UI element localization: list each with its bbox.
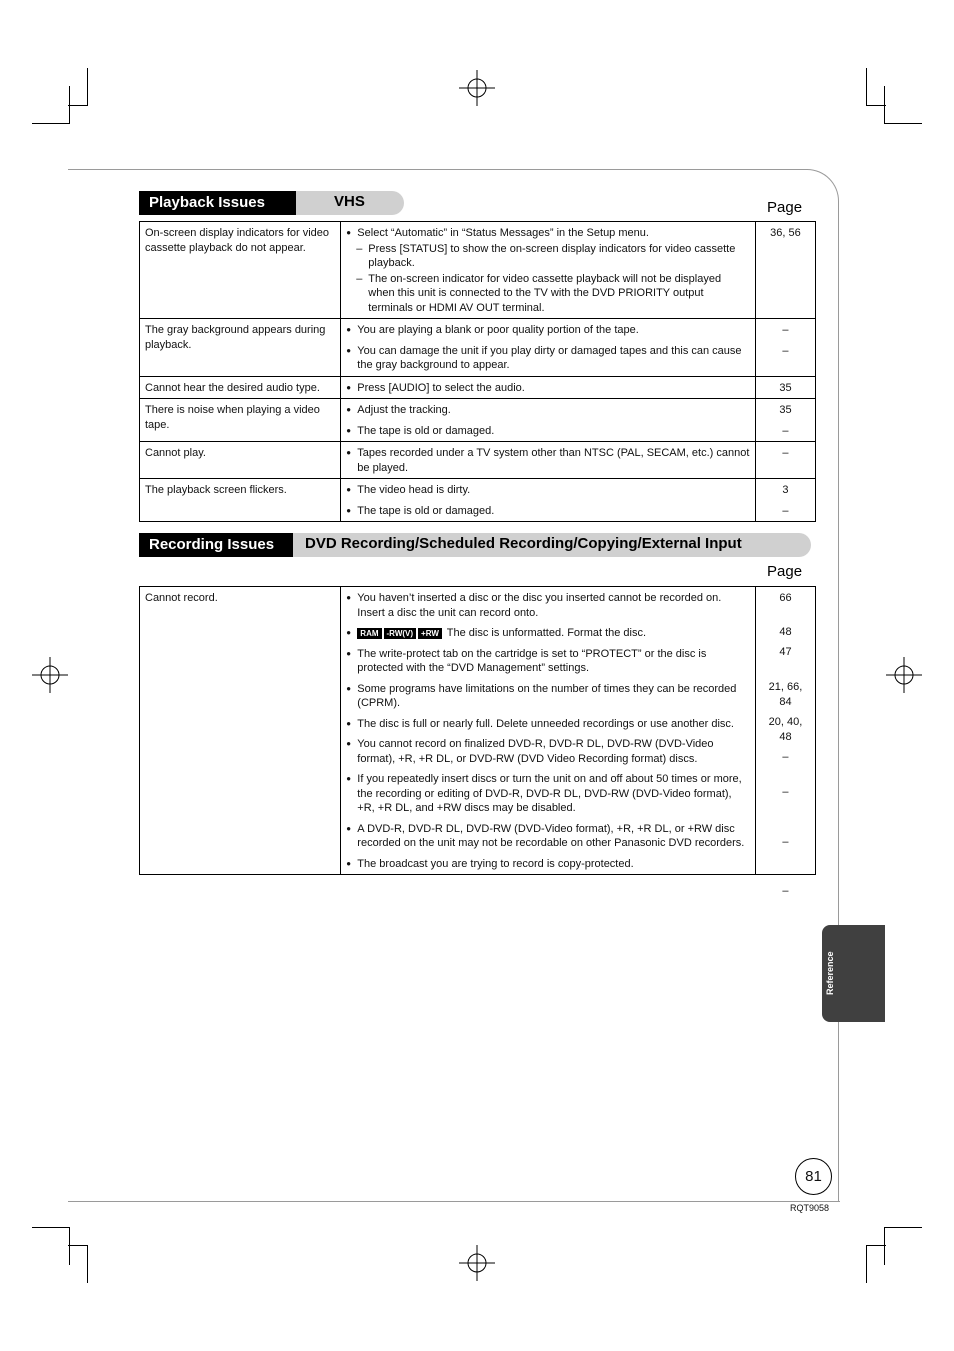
- page-ref: 21, 66, 84: [768, 681, 803, 708]
- playback-page-label: Page: [767, 199, 803, 216]
- solution-cell: [341, 376, 756, 399]
- page-ref: 35: [779, 381, 792, 394]
- page-ref: –: [782, 836, 789, 848]
- page-ref: –: [782, 504, 789, 517]
- table-row: [140, 442, 816, 479]
- registration-mark-top: [459, 70, 495, 106]
- bullet-item: ● A DVD-R, DVD-R DL, DVD-RW (DVD-Video format), +R, +R DL, or +RW disc recorded on the unit may not be recordable on other Panasonic DVD recorders.: [346, 822, 750, 851]
- table-row: [140, 399, 816, 442]
- issue-cell: Cannot play.: [140, 442, 341, 479]
- registration-mark-left: [32, 657, 68, 693]
- disc-tag-plus-rw: +RW: [418, 628, 442, 639]
- page-ref: 47: [779, 646, 792, 658]
- recording-subtitle: DVD Recording/Scheduled Recording/Copying/External Input: [305, 535, 742, 552]
- page-ref: –: [782, 447, 789, 459]
- table-row: [140, 587, 816, 875]
- page-cell: [755, 442, 815, 479]
- recording-table: [139, 586, 816, 897]
- solution-cell: [341, 222, 756, 319]
- page-ref: 35: [779, 404, 792, 416]
- bullet-item: ● If you repeatedly insert discs or turn the unit on and off about 50 times or more, the recording or editing of DVD-R, DVD-R DL, DVD-RW (DVD-Video format), +R, +R DL, and +RW discs may be disabled.: [346, 772, 750, 816]
- recording-page-label: Page: [767, 563, 803, 580]
- recording-header: [139, 533, 811, 557]
- bullet-item: ● You can damage the unit if you play dirty or damaged tapes and this can cause the gray background to appear.: [346, 344, 750, 373]
- page-ref: 3: [782, 484, 789, 496]
- page-ref: –: [782, 324, 789, 336]
- bullet-item: ● You are playing a blank or poor quality portion of the tape.: [346, 323, 750, 338]
- document-code: RQT9058: [790, 1203, 830, 1213]
- playback-header: [139, 191, 405, 215]
- page-ref: 20, 40, 48: [768, 716, 803, 743]
- solution-cell: [341, 399, 756, 442]
- page-ref: 48: [779, 626, 792, 638]
- table-row: [140, 222, 816, 319]
- solution-cell: [341, 442, 756, 479]
- bullet-item: ● The broadcast you are trying to record is copy-protected.: [346, 857, 750, 872]
- solution-cell: [341, 479, 756, 522]
- dash-item: – Press [STATUS] to show the on-screen display indicators for video cassette playback.: [346, 242, 750, 271]
- table-row: [140, 376, 816, 399]
- playback-table: [139, 221, 816, 522]
- page-cell: [755, 222, 815, 319]
- page-ref: –: [782, 786, 789, 798]
- bullet-item: ● The tape is old or damaged.: [346, 504, 750, 519]
- bullet-item: ● The disc is full or nearly full. Delete unneeded recordings or use another disc.: [346, 717, 750, 732]
- bullet-item: ● You cannot record on finalized DVD-R, DVD-R DL, DVD-RW (DVD-Video format), +R, +R DL, or DVD-RW (DVD Video Recording format) discs.: [346, 737, 750, 766]
- playback-title: Playback Issues: [139, 191, 296, 215]
- page-frame-bottom: [68, 1201, 840, 1202]
- table-row: [140, 479, 816, 522]
- bullet-item: ● The write-protect tab on the cartridge is set to “PROTECT” or the disc is protected with the “DVD Management” settings.: [346, 647, 750, 676]
- issue-cell: The playback screen flickers.: [140, 479, 341, 522]
- issue-cell: Cannot record.: [140, 587, 341, 875]
- bullet-item: ● Press [AUDIO] to select the audio.: [346, 381, 750, 396]
- dash-item: – The on-screen indicator for video cassette playback will not be displayed when this unit is connected to the TV with the DVD PRIORITY output terminals or HDMI AV OUT terminal.: [346, 272, 750, 316]
- page-cell: [755, 479, 815, 522]
- page-ref: –: [782, 751, 789, 763]
- bullet-item: ● You haven’t inserted a disc or the disc you inserted cannot be recorded on. Insert a disc the unit can record onto.: [346, 591, 750, 620]
- bullet-item: ● Some programs have limitations on the number of times they can be recorded (CPRM).: [346, 682, 750, 711]
- registration-mark-bottom: [459, 1245, 495, 1281]
- bullet-item: ● The video head is dirty.: [346, 483, 750, 498]
- bullet-item: ● Tapes recorded under a TV system other than NTSC (PAL, SECAM, etc.) cannot be played.: [346, 446, 750, 475]
- table-row: [140, 319, 816, 377]
- page-number: 81: [795, 1158, 832, 1195]
- page-cell: [755, 319, 815, 377]
- bullet-item: ● Adjust the tracking.: [346, 403, 750, 418]
- disc-tag-rwv: -RW(V): [384, 628, 417, 639]
- solution-cell: [341, 319, 756, 377]
- page-frame-top: [68, 169, 808, 170]
- page-ref: 36, 56: [770, 227, 801, 239]
- page-cell: [755, 399, 815, 442]
- solution-cell: [341, 587, 756, 875]
- page-ref: 66: [779, 592, 792, 604]
- issue-cell: There is noise when playing a video tape.: [140, 399, 341, 442]
- bullet-item: ● Select “Automatic” in “Status Messages” in the Setup menu.: [346, 226, 750, 241]
- page-cell: [755, 587, 815, 897]
- registration-mark-right: [886, 657, 922, 693]
- issue-cell: The gray background appears during playback.: [140, 319, 341, 377]
- bullet-item: ● The tape is old or damaged.: [346, 424, 750, 439]
- issue-cell: Cannot hear the desired audio type.: [140, 376, 341, 399]
- issue-cell: On-screen display indicators for video cassette playback do not appear.: [140, 222, 341, 319]
- playback-subtitle: VHS: [334, 193, 365, 210]
- bullet-text: The disc is unformatted. Format the disc.: [446, 627, 647, 639]
- bullet-item: [346, 626, 750, 641]
- page-ref: –: [782, 344, 789, 357]
- recording-title: Recording Issues: [139, 533, 293, 557]
- page-ref: –: [782, 424, 789, 437]
- page-ref: –: [782, 885, 789, 897]
- page-cell: [755, 376, 815, 399]
- disc-tag-ram: RAM: [357, 628, 381, 639]
- reference-tab-label: Reference: [825, 951, 835, 996]
